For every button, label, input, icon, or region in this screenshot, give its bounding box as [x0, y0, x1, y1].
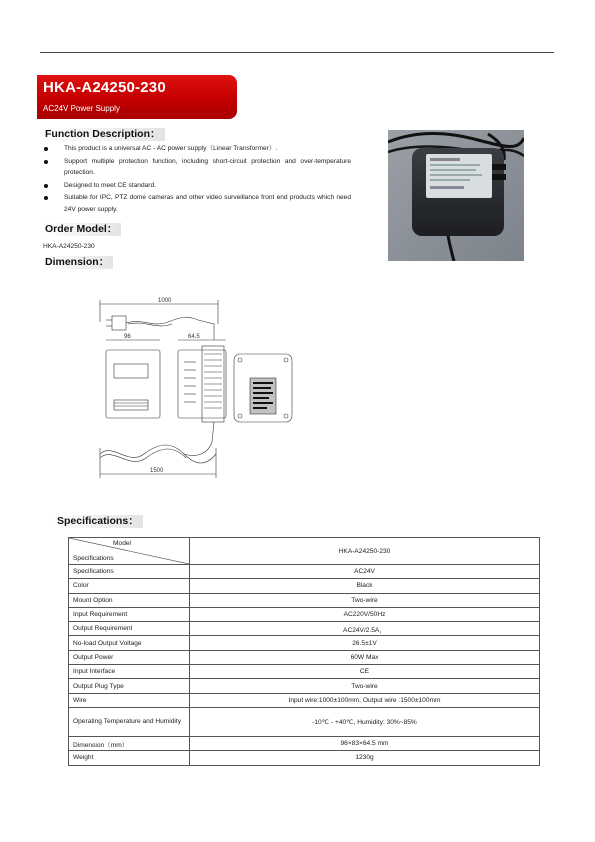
dim-label-front-width: 96: [124, 334, 131, 340]
row-label: Dimension（mm）: [69, 736, 190, 750]
table-row: [69, 636, 540, 650]
list-item: [43, 156, 351, 179]
row-value: 26.5±1V: [190, 636, 540, 650]
product-subtitle: AC24V Power Supply: [43, 104, 120, 113]
row-label: Mount Option: [69, 593, 190, 607]
dimension-drawing-svg: [88, 278, 300, 490]
row-value: CE: [190, 665, 540, 679]
bullet-dot-icon: [44, 160, 48, 164]
row-value: -10℃ - +40℃, Humidity: 30%~85%: [190, 707, 540, 736]
product-model-title: HKA-A24250-230: [43, 79, 166, 96]
bullet-text: This product is a universal AC - AC power supply（Linear Transformer）.: [64, 145, 278, 152]
dim-label-top: 1000: [158, 298, 172, 304]
dim-label-side-width: 64.5: [188, 334, 200, 340]
order-model-value: HKA-A24250-230: [43, 243, 95, 250]
row-label: Weight: [69, 751, 190, 765]
dim-label-bottom: 1500: [150, 468, 164, 474]
list-item: [43, 192, 351, 215]
list-item: [43, 180, 351, 192]
dimension-heading: [42, 256, 113, 269]
bullet-dot-icon: [44, 147, 48, 151]
function-bullet-list: [43, 143, 351, 215]
bullet-dot-icon: [44, 184, 48, 188]
row-value: AC24V/2.5A，: [190, 622, 540, 636]
row-label: Wire: [69, 693, 190, 707]
header-spec-label: Specifications: [73, 555, 114, 562]
spec-heading-text: Specifications: [57, 515, 129, 527]
row-label: Output Plug Type: [69, 679, 190, 693]
table-header-row: [69, 538, 540, 565]
dimension-heading-colon: ：: [98, 256, 110, 268]
table-row: [69, 650, 540, 664]
row-value: Two-wire: [190, 679, 540, 693]
row-label: Output Requirement: [69, 622, 190, 636]
spec-heading-colon: ：: [128, 515, 139, 527]
top-rule: [40, 52, 554, 53]
list-item: [43, 143, 351, 155]
row-label: Output Power: [69, 650, 190, 664]
row-label: Operating Temperature and Humidity: [69, 707, 190, 736]
table-row: [69, 622, 540, 636]
table-header-diagonal-cell: [69, 538, 190, 565]
bullet-text: Suitable for IPC, PTZ dome cameras and other video surveillance front end products which need 24V power supply.: [64, 194, 351, 213]
order-heading-colon: ：: [106, 223, 118, 235]
header-model-value: HKA-A24250-230: [190, 538, 540, 565]
table-row: [69, 736, 540, 750]
row-label: Input Interface: [69, 665, 190, 679]
row-value: AC220V/50Hz: [190, 607, 540, 621]
table-row: [69, 707, 540, 736]
bullet-text: Support multiple protection function, including short-circuit protection and over-temperature protection.: [64, 157, 351, 176]
title-banner: [37, 75, 237, 119]
bullet-dot-icon: [44, 196, 48, 200]
row-label: Color: [69, 579, 190, 593]
header-model-label: Model: [113, 540, 131, 547]
function-description-heading: [42, 128, 165, 141]
specifications-heading: [54, 515, 143, 528]
row-value: Two-wire: [190, 593, 540, 607]
table-row: [69, 579, 540, 593]
dimension-drawing: [88, 278, 300, 490]
table-row: [69, 593, 540, 607]
row-label: Specifications: [69, 565, 190, 579]
row-label: Input Requirement: [69, 607, 190, 621]
specifications-table: [68, 537, 540, 766]
table-row: [69, 693, 540, 707]
order-heading-text: Order Model: [45, 223, 107, 235]
power-adapter-photo-icon: [388, 130, 524, 261]
row-value: 1230g: [190, 751, 540, 765]
table-row: [69, 679, 540, 693]
row-value: 96×83×64.5 mm: [190, 736, 540, 750]
function-heading-text: Function Description: [45, 128, 150, 140]
table-row: [69, 665, 540, 679]
table-row: [69, 607, 540, 621]
row-label: No-load Output Voltage: [69, 636, 190, 650]
function-heading-colon: ：: [150, 128, 161, 140]
row-value: AC24V: [190, 565, 540, 579]
bullet-text: Designed to meet CE standard.: [64, 181, 156, 189]
row-value: 60W Max: [190, 650, 540, 664]
dimension-heading-text: Dimension: [45, 256, 99, 268]
product-photo: [388, 130, 524, 261]
order-model-heading: [42, 223, 121, 236]
row-value: Input wire:1000±100mm, Output wire :1500±100mm: [190, 693, 540, 707]
row-value: Black: [190, 579, 540, 593]
table-row: [69, 565, 540, 579]
table-row: [69, 751, 540, 765]
